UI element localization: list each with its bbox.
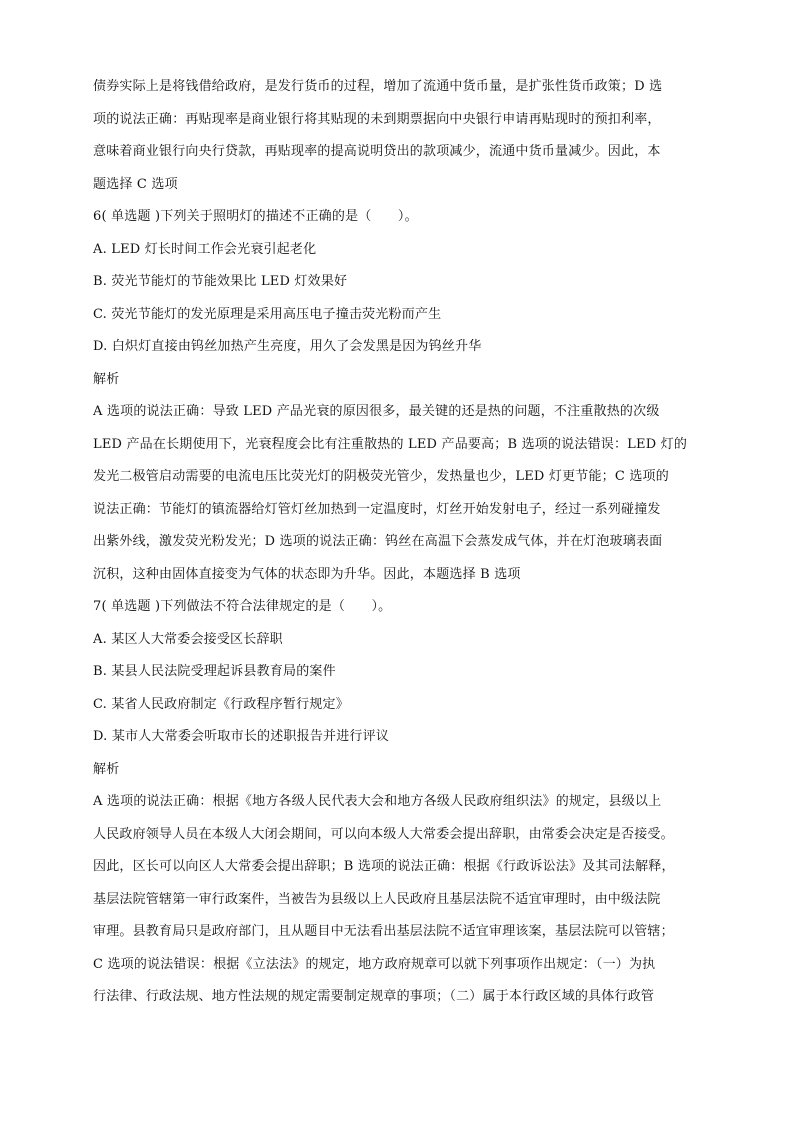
intro-explanation: [93, 79, 713, 193]
question-6-option-a: A. LED 灯长时间工作会光衰引起老化: [93, 241, 317, 257]
intro-line-3: 意味着商业银行向央行贷款，再贴现率的提高说明贷出的款项减少，流通中货币量减少。因此，本: [93, 144, 661, 159]
question-6-stem: 6( 单选题 )下列关于照明灯的描述不正确的是（ ）。: [93, 209, 418, 224]
question-7-stem: 7( 单选题 )下列做法不符合法律规定的是（ ）。: [93, 599, 392, 614]
question-7-analysis-line-2: 人民政府领导人员在本级人大闭会期间，可以向本级人大常委会提出辞职，由常委会决定是否接受。: [93, 826, 674, 842]
question-6-option-c: C. 荧光节能灯的发光原理是采用高压电子撞击荧光粉而产生: [93, 306, 442, 322]
question-6-analysis-label: 解析: [93, 371, 120, 387]
question-7-option-d: D. 某市人大常委会听取市长的述职报告并进行评议: [93, 729, 390, 744]
question-7-analysis-line-1: A 选项的说法正确：根据《地方各级人民代表大会和地方各级人民政府组织法》的规定，县级以上: [93, 794, 662, 809]
question-7-analysis-line-6: C 选项的说法错误：根据《立法法》的规定，地方政府规章可以就下列事项作出规定：（一）为执: [93, 956, 656, 972]
intro-line-1: 债券实际上是将钱借给政府，是发行货币的过程，增加了流通中货币量，是扩张性货币政策；D 选: [93, 79, 663, 94]
question-6-analysis-line-5: 出紫外线，激发荧光粉发光；D 选项的说法正确：钨丝在高温下会蒸发成气体，并在灯泡玻璃表面: [93, 534, 663, 549]
question-7-option-b: B. 某县人民法院受理起诉县教育局的案件: [93, 664, 336, 679]
question-6: [93, 209, 713, 583]
question-6-analysis-line-4: 说法正确：节能灯的镇流器给灯管灯丝加热到一定温度时，灯丝开始发射电子，经过一系列碰撞发: [93, 501, 661, 517]
intro-line-2: 项的说法正确：再贴现率是商业银行将其贴现的未到期票据向中央银行申请再贴现时的预扣利率，: [93, 111, 661, 127]
question-7: [93, 599, 713, 1005]
question-6-analysis-line-6: 沉积，这种由固体直接变为气体的状态即为升华。因此，本题选择 B 选项: [93, 566, 521, 582]
question-6-analysis-line-3: 发光二极管启动需要的电流电压比荧光灯的阴极荧光管少，发热量也少，LED 灯更节能；C 选项的: [93, 469, 669, 484]
intro-line-4: 题选择 C 选项: [93, 176, 178, 192]
question-6-analysis-line-2: LED 产品在长期使用下，光衰程度会比有注重散热的 LED 产品要高；B 选项的说法错误：LED 灯的: [93, 436, 688, 452]
question-6-option-b: B. 荧光节能灯的节能效果比 LED 灯效果好: [93, 274, 348, 289]
question-7-option-c: C. 某省人民政府制定《行政程序暂行规定》: [93, 696, 349, 712]
question-7-analysis-label: 解析: [93, 761, 120, 777]
question-7-analysis-line-3: 因此，区长可以向区人大常委会提出辞职；B 选项的说法正确：根据《行政诉讼法》及其司法解释，: [93, 859, 675, 874]
question-6-analysis-line-1: A 选项的说法正确：导致 LED 产品光衰的原因很多，最关键的还是热的问题，不注重散热的次级: [93, 404, 660, 419]
question-7-option-a: A. 某区人大常委会接受区长辞职: [93, 631, 283, 647]
question-6-option-d: D. 白炽灯直接由钨丝加热产生亮度，用久了会发黑是因为钨丝升华: [93, 339, 482, 354]
question-7-analysis-line-5: 审理。县教育局只是政府部门，且从题目中无法看出基层法院不适宜审理该案，基层法院可以管辖；: [93, 924, 674, 939]
document-page: [93, 79, 713, 1022]
question-7-analysis-line-4: 基层法院管辖第一审行政案件，当被告为县级以上人民政府且基层法院不适宜审理时，由中级法院: [93, 891, 661, 907]
question-7-analysis-line-7: 行法律、行政法规、地方性法规的规定需要制定规章的事项；（二）属于本行政区域的具体行政管: [93, 989, 655, 1004]
